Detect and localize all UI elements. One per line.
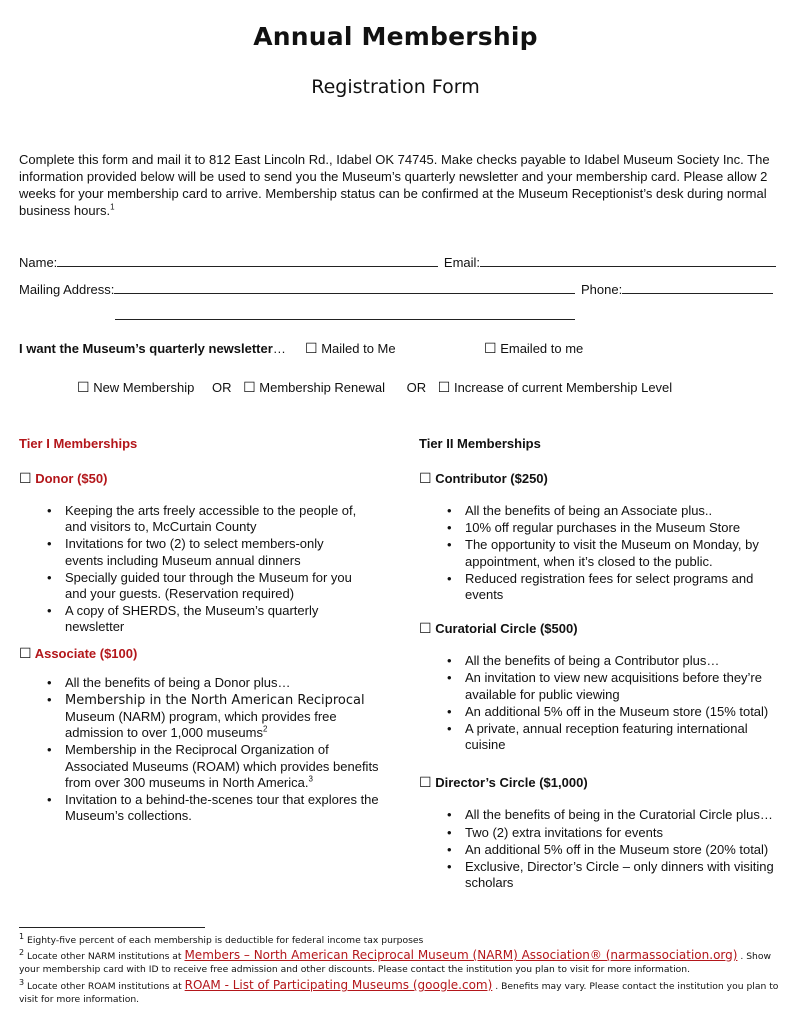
- emailed-checkbox[interactable]: ☐: [484, 341, 497, 357]
- list-item: • An invitation to view new acquisitions before they’re available for public viewing: [465, 670, 775, 702]
- list-item: • Reduced registration fees for select programs and events: [465, 571, 775, 603]
- footnote-1: [19, 931, 779, 947]
- narm-lead-text: Membership in the North American Reciprocal: [65, 692, 365, 708]
- narm-link[interactable]: Members – North American Reciprocal Museum (NARM) Association® (narmassociation.org): [184, 948, 738, 962]
- list-item: • All the benefits of being a Donor plus…: [65, 675, 385, 691]
- list-item: • A copy of SHERDS, the Museum’s quarterly newsletter: [65, 603, 365, 635]
- list-item: • An additional 5% off in the Museum store (15% total): [465, 704, 775, 720]
- email-field[interactable]: [480, 253, 776, 267]
- mailing-address-field-2[interactable]: [115, 306, 575, 320]
- list-item: • Keeping the arts freely accessible to the people of, and visitors to, McCurtain County: [65, 503, 365, 535]
- page-subtitle: Registration Form: [311, 76, 480, 98]
- footnote-number: 1: [19, 931, 25, 941]
- email-label: Email:: [443, 255, 481, 270]
- contributor-benefits-list: [419, 503, 775, 603]
- page-title: Annual Membership: [253, 22, 538, 51]
- name-field[interactable]: [57, 253, 438, 267]
- increase-checkbox[interactable]: ☐: [437, 380, 451, 396]
- associate-benefits-list: [19, 675, 385, 825]
- mailing-address-label: Mailing Address:: [19, 282, 115, 297]
- mailing-address-field[interactable]: [114, 280, 575, 294]
- renewal-checkbox[interactable]: ☐: [243, 380, 256, 396]
- narm-rest-text: Museum (NARM) program, which provides free admission to over 1,000 museums: [65, 709, 337, 741]
- contributor-checkbox[interactable]: ☐: [419, 471, 432, 487]
- address-line-2-row: [115, 306, 575, 323]
- footnote-text: Locate other ROAM institutions at: [27, 981, 182, 992]
- footnote-ref-1: 1: [110, 202, 115, 212]
- tier1-heading: Tier I Memberships: [19, 436, 138, 451]
- curatorial-benefits-list: [419, 653, 775, 753]
- list-item: • An additional 5% off in the Museum store (20% total): [465, 842, 780, 858]
- list-item: • Two (2) extra invitations for events: [465, 825, 780, 841]
- roam-link[interactable]: ROAM - List of Participating Museums (google.com): [184, 978, 493, 992]
- or-separator: OR: [406, 380, 427, 395]
- list-item: • All the benefits of being an Associate plus..: [465, 503, 775, 519]
- newsletter-label: I want the Museum’s quarterly newsletter: [19, 341, 273, 356]
- associate-option[interactable]: [19, 646, 389, 662]
- footnote-3: [19, 979, 779, 1006]
- footnote-ref-3: 3: [308, 774, 313, 784]
- footnote-number: 2: [19, 947, 25, 957]
- tier2-heading: Tier II Memberships: [419, 436, 541, 451]
- increase-label: Increase of current Membership Level: [453, 380, 673, 395]
- directors-circle-checkbox[interactable]: ☐: [419, 775, 432, 792]
- directors-circle-label: Director’s Circle ($1,000): [435, 775, 588, 791]
- donor-checkbox[interactable]: ☐: [19, 471, 32, 487]
- associate-label: Associate ($100): [34, 645, 138, 661]
- phone-label: Phone:: [581, 282, 623, 297]
- or-separator: OR: [211, 380, 232, 395]
- mailed-checkbox[interactable]: ☐: [305, 341, 318, 357]
- list-item: • 10% off regular purchases in the Museum Store: [465, 520, 775, 536]
- list-item: • Specially guided tour through the Museum for you and your guests. (Reservation required): [65, 570, 365, 602]
- phone-field[interactable]: [622, 280, 773, 294]
- footnote-text: . Benefits may vary. Please contact the institution you plan to visit for more information.: [19, 981, 779, 1005]
- newsletter-mailed-option[interactable]: [305, 341, 396, 357]
- list-item: • Exclusive, Director’s Circle – only dinners with visiting scholars: [465, 859, 780, 891]
- list-item: [65, 742, 385, 791]
- footnote-divider: [19, 927, 205, 928]
- donor-benefits-list: [19, 503, 365, 636]
- newsletter-ellipsis: …: [272, 341, 286, 356]
- intro-text: Complete this form and mail it to 812 East Lincoln Rd., Idabel OK 74745. Make checks payable to Idabel Museum Society Inc. The information provided below will be used to send you the Museum’s quarterly newsletter and your membership card. Please allow 2 weeks for your membership card to arrive. Membership status can be confirmed at the Museum Receptionist’s desk during normal business hours.: [19, 152, 770, 218]
- donor-option[interactable]: [19, 471, 389, 487]
- curatorial-checkbox[interactable]: ☐: [419, 621, 432, 638]
- curatorial-label: Curatorial Circle ($500): [435, 621, 578, 637]
- list-item: • All the benefits of being a Contributor plus…: [465, 653, 775, 669]
- membership-type-row: [77, 380, 672, 396]
- name-email-row: [19, 253, 776, 270]
- footnote-text: . Show your membership card with ID to receive free admission and other discounts. Please contact the institution you plan to visit for more information.: [19, 951, 771, 975]
- list-item: • Invitation to a behind-the-scenes tour that explores the Museum’s collections.: [65, 792, 385, 824]
- footnote-number: 3: [19, 977, 25, 987]
- curatorial-option[interactable]: [419, 621, 779, 637]
- newsletter-emailed-option[interactable]: [484, 341, 583, 357]
- list-item: • All the benefits of being in the Curatorial Circle plus…: [465, 807, 780, 823]
- footnote-text: Locate other NARM institutions at: [27, 951, 182, 962]
- associate-checkbox[interactable]: ☐: [19, 645, 32, 662]
- donor-label: Donor ($50): [35, 471, 108, 486]
- renewal-label: Membership Renewal: [259, 380, 386, 395]
- tier1-column: [19, 436, 389, 825]
- list-item: • Invitations for two (2) to select members-only events including Museum annual dinners: [65, 536, 365, 568]
- contributor-label: Contributor ($250): [435, 471, 548, 486]
- new-membership-checkbox[interactable]: ☐: [77, 380, 90, 396]
- footnote-2: [19, 949, 779, 976]
- emailed-label: Emailed to me: [500, 341, 584, 356]
- mailed-label: Mailed to Me: [321, 341, 396, 356]
- roam-text: Membership in the Reciprocal Organization of Associated Museums (ROAM) which provides benefits from over 300 museums in North America.: [65, 742, 379, 790]
- list-item: • A private, annual reception featuring international cuisine: [465, 721, 775, 753]
- name-label: Name:: [19, 255, 58, 270]
- directors-circle-benefits-list: [419, 807, 780, 891]
- list-item: [65, 692, 385, 742]
- list-item: • The opportunity to visit the Museum on Monday, by appointment, when it’s closed to the public.: [465, 537, 775, 569]
- contributor-option[interactable]: [419, 471, 779, 487]
- address-phone-row: [19, 280, 773, 297]
- tier2-column: [419, 436, 779, 892]
- intro-paragraph: [19, 151, 775, 219]
- new-membership-label: New Membership: [93, 380, 195, 395]
- footnote-text: Eighty-five percent of each membership is deductible for federal income tax purposes: [27, 935, 424, 946]
- footnote-ref-2: 2: [262, 724, 268, 734]
- directors-circle-option[interactable]: [419, 775, 779, 791]
- newsletter-row: [19, 341, 286, 356]
